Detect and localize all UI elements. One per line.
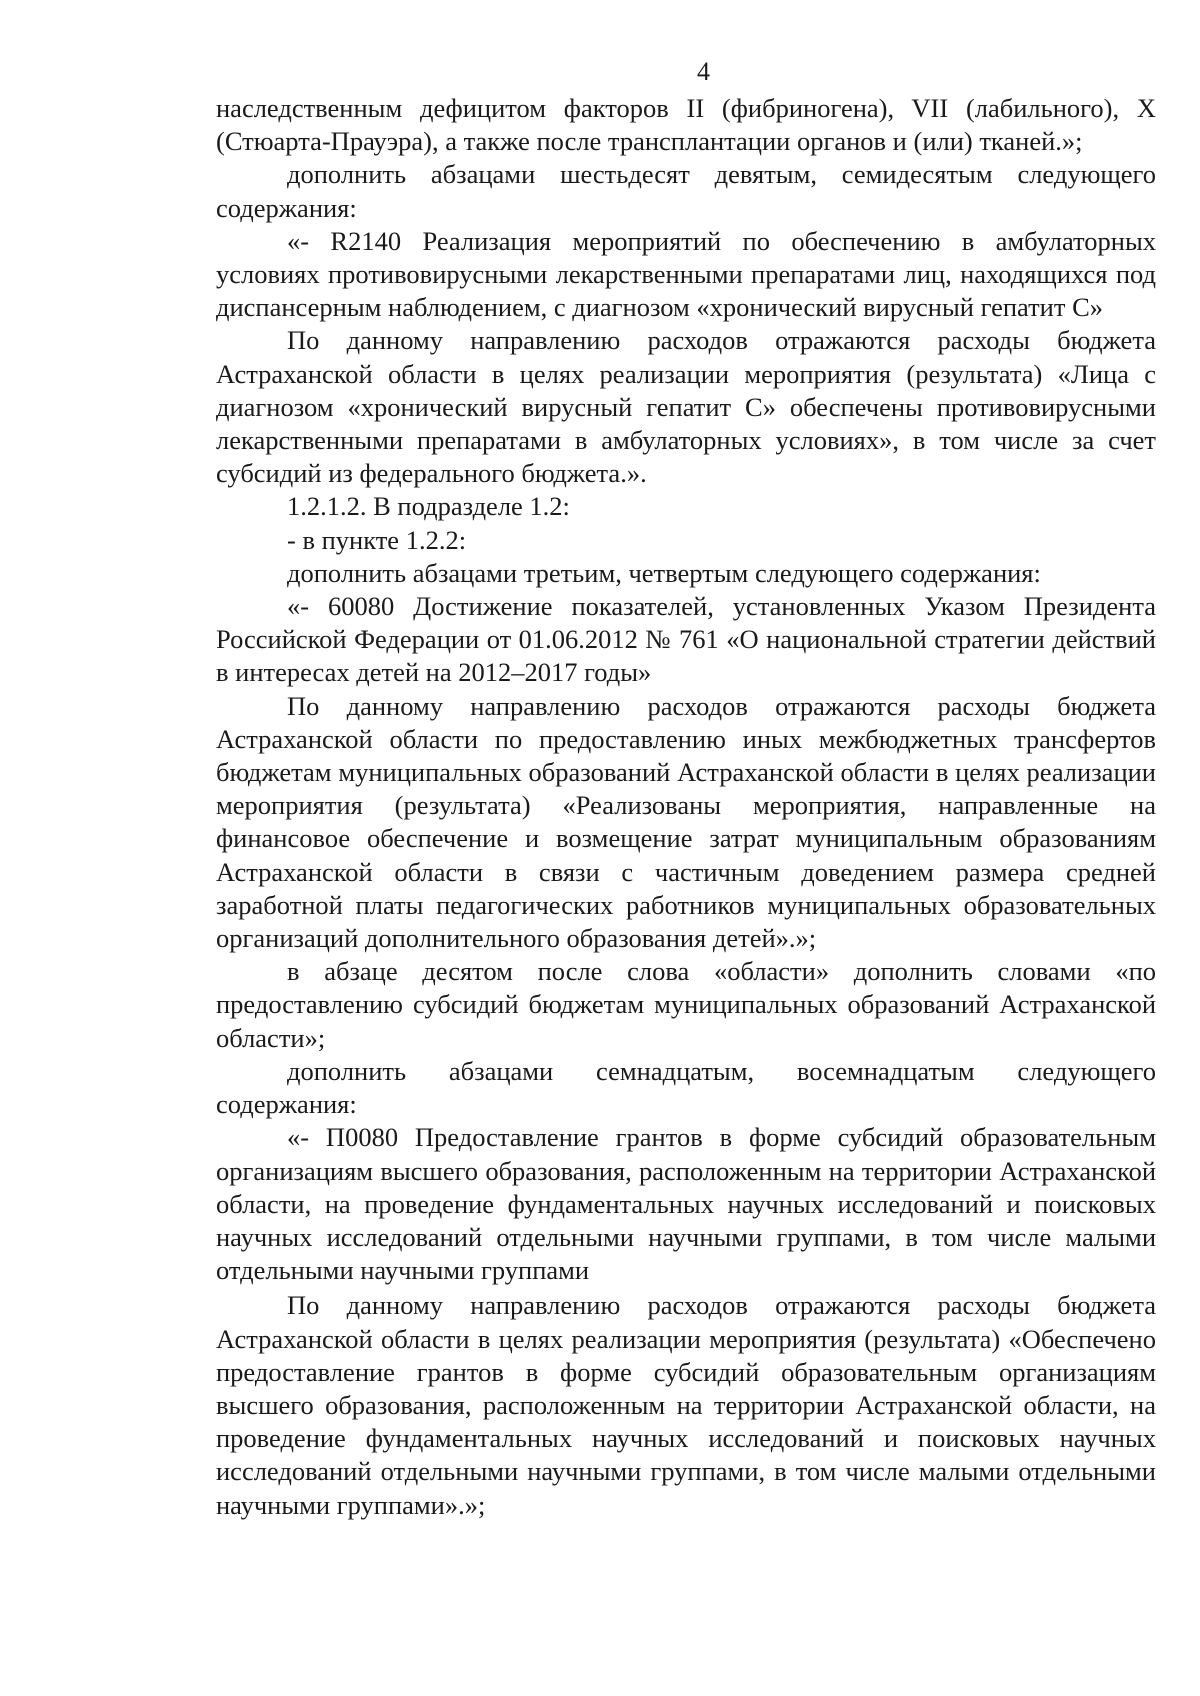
paragraph-4: По данному направлению расходов отражаются расходы бюджета Астраханской области в целях реализации мероприятия (результата) «Лица с диагнозом «хронический вирусный гепатит С» обеспечены противовирусными лекарственными препаратами в амбулаторных условиях», в том числе за счет субсидий из федерального бюджета.». <box>216 325 1156 489</box>
paragraph-8: «- 60080 Достижение показателей, установленных Указом Президента Российской Федерации от 01.06.2012 № 761 «О национальной стратегии действий в интересах детей на 2012–2017 годы» <box>216 591 1156 688</box>
paragraph-11: дополнить абзацами семнадцатым, восемнадцатым следующего содержания: <box>216 1055 1156 1120</box>
paragraph-3: «- R2140 Реализация мероприятий по обеспечению в амбулаторных условиях противовирусными лекарственными препаратами лиц, находящихся под диспансерным наблюдением, с диагнозом «хронический вирусный гепатит С» <box>216 225 1156 323</box>
paragraph-1: наследственным дефицитом факторов II (фибриногена), VII (лабильного), X (Стюарта-Прауэра), а также после трансплантации органов и (или) тканей.»; <box>216 93 1156 157</box>
paragraph-13: По данному направлению расходов отражаются расходы бюджета Астраханской области в целях реализации мероприятия (результата) «Обеспечено предоставление грантов в форме субсидий образовательным организациям высшего образования, расположенным на территории Астраханской области, на проведение фундаментальных научных исследований и поисковых научных исследований отдельными научными группами, в том числе малыми отдельными научными группами».»; <box>216 1290 1156 1520</box>
paragraph-5: 1.2.1.2. В подразделе 1.2: <box>287 491 570 522</box>
paragraph-6: - в пункте 1.2.2: <box>287 524 467 555</box>
paragraph-9: По данному направлению расходов отражаются расходы бюджета Астраханской области по предоставлению иных межбюджетных трансфертов бюджетам муниципальных образований Астраханской области в целях реализации мероприятия (результата) «Реализованы мероприятия, направленные на финансовое обеспечение и возмещение затрат муниципальным образованиям Астраханской области в связи с частичным доведением размера средней заработной платы педагогических работников муниципальных образовательных организаций дополнительного образования детей».»; <box>216 690 1156 954</box>
document-page <box>216 52 1156 1522</box>
paragraph-2: дополнить абзацами шестьдесят девятым, семидесятым следующего содержания: <box>216 159 1156 223</box>
paragraph-12: «- П0080 Предоставление грантов в форме субсидий образовательным организациям высшего образования, расположенным на территории Астраханской области, на проведение фундаментальных научных исследований и поисковых научных исследований отдельными научными группами, в том числе малыми отдельными научными группами <box>216 1122 1156 1286</box>
paragraph-10: в абзаце десятом после слова «области» дополнить словами «по предоставлению субсидий бюджетам муниципальных образований Астраханской области»; <box>216 956 1156 1053</box>
paragraph-7: дополнить абзацами третьим, четвертым следующего содержания: <box>287 557 1041 588</box>
page-number: 4 <box>697 57 710 86</box>
